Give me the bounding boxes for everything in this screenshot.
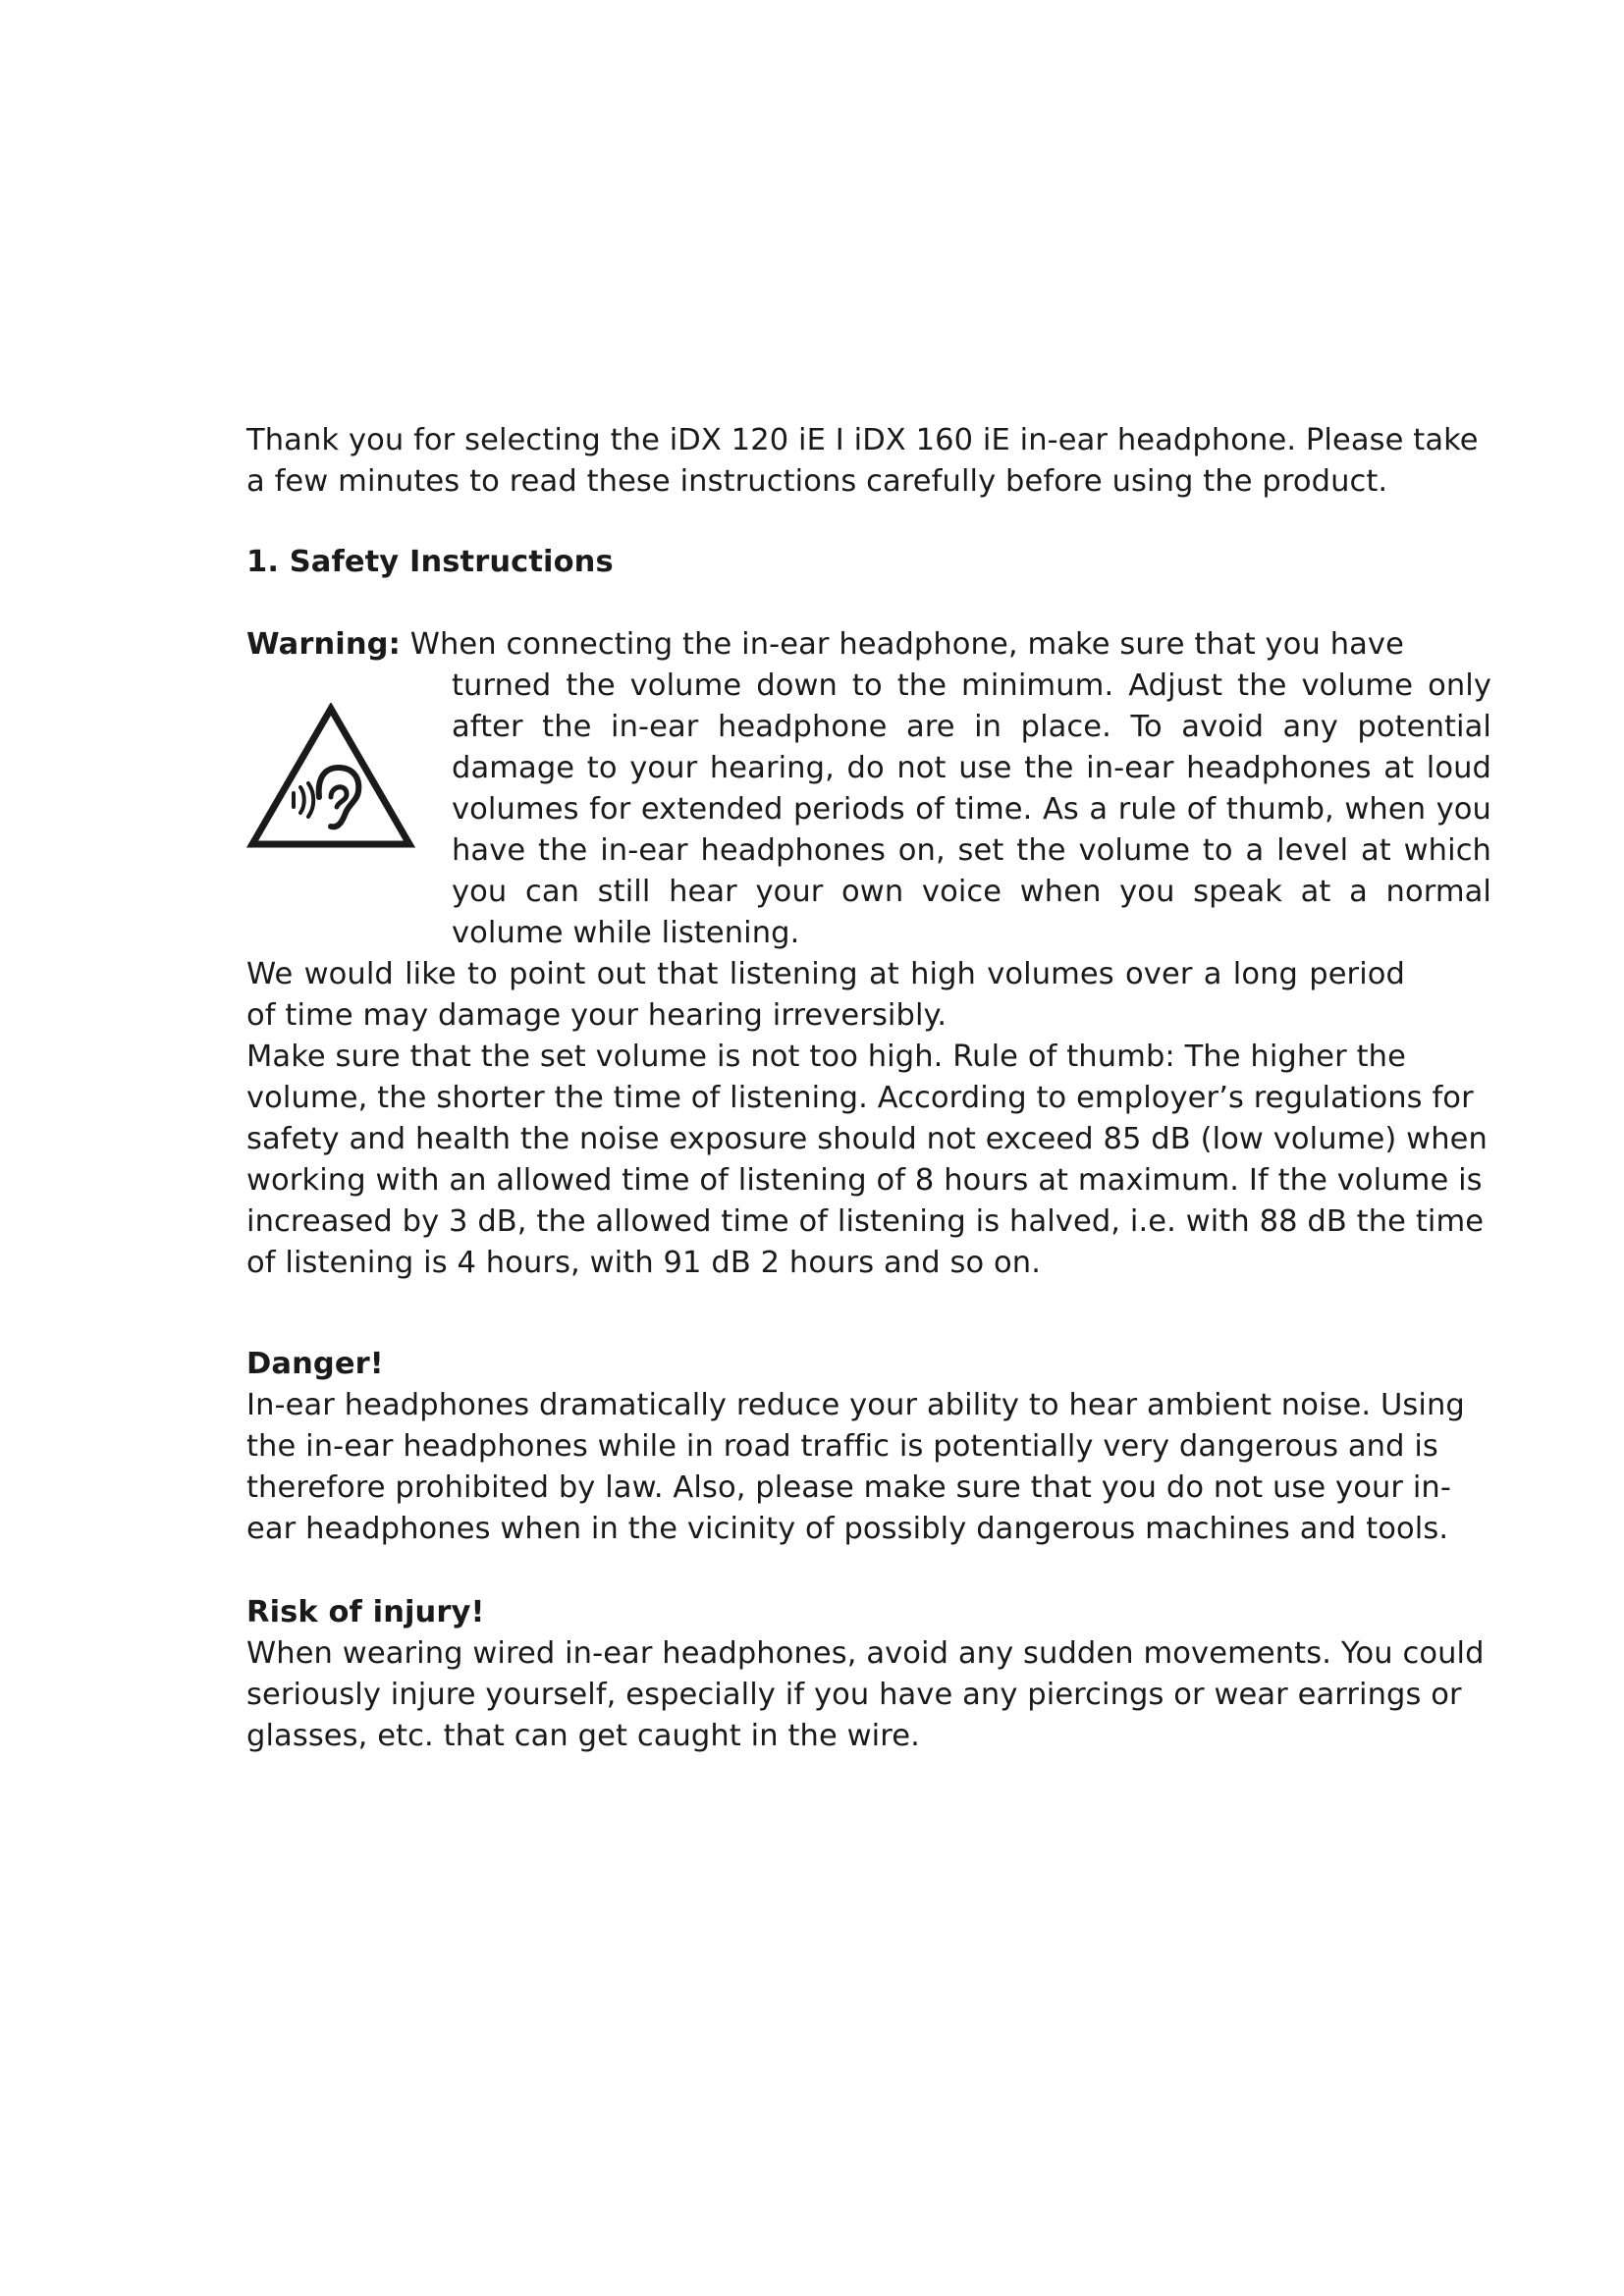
warning-first-line (246, 624, 1493, 666)
warning-indented-text: turned the volume down to the minimum. Adjust the volume only after the in-ear headphone are in place. To avoid any potential damage to your hearing, do not use the in-ear headphones at loud volumes for extended periods of time. As a rule of thumb, when you have the in-ear headphones on, set the volume to a level at which you can still hear your own voice when you speak at a normal volume while listening. (452, 668, 1491, 950)
warning-first-text: When connecting the in-ear headphone, make sure that you have (409, 627, 1404, 662)
warning-block (246, 624, 1493, 1284)
warning-label: Warning: (246, 627, 401, 662)
warning-body (246, 666, 1493, 954)
volume-paragraph: Make sure that the set volume is not too high. Rule of thumb: The higher the volume, the shorter the time of listening. According to employer’s regulations for safety and health the noise exposure should not exceed 85 dB (low volume) when working with an allowed time of listening of 8 hours at maximum. If the volume is increased by 3 dB, the allowed time of listening is halved, i.e. with 88 dB the time of listening is 4 hours, with 91 dB 2 hours and so on. (246, 1040, 1488, 1280)
danger-heading: Danger! (246, 1347, 384, 1381)
document-page (246, 0, 1493, 2296)
warning-follow-text: We would like to point out that listening at high volumes over a long period of time may damage your hearing irreversibly. (246, 957, 1405, 1033)
injury-heading: Risk of injury! (246, 1595, 485, 1629)
danger-block (246, 1344, 1493, 1550)
hearing-warning-icon (246, 703, 415, 850)
intro-paragraph: Thank you for selecting the iDX 120 iE I iDX 160 iE in-ear headphone. Please take a few minutes to read these instructions carefully before using the product. (246, 423, 1479, 499)
section-heading: 1. Safety Instructions (246, 545, 614, 579)
danger-text: In-ear headphones dramatically reduce your ability to hear ambient noise. Using the in-ear headphones while in road traffic is potentially very dangerous and is therefore prohibited by law. Also, please make sure that you do not use your in-ear headphones when in the vicinity of possibly dangerous machines and tools. (246, 1388, 1465, 1546)
injury-block (246, 1592, 1493, 1757)
injury-text: When wearing wired in-ear headphones, avoid any sudden movements. You could seriously injure yourself, especially if you have any piercings or wear earrings or glasses, etc. that can get caught in the wire. (246, 1636, 1485, 1753)
